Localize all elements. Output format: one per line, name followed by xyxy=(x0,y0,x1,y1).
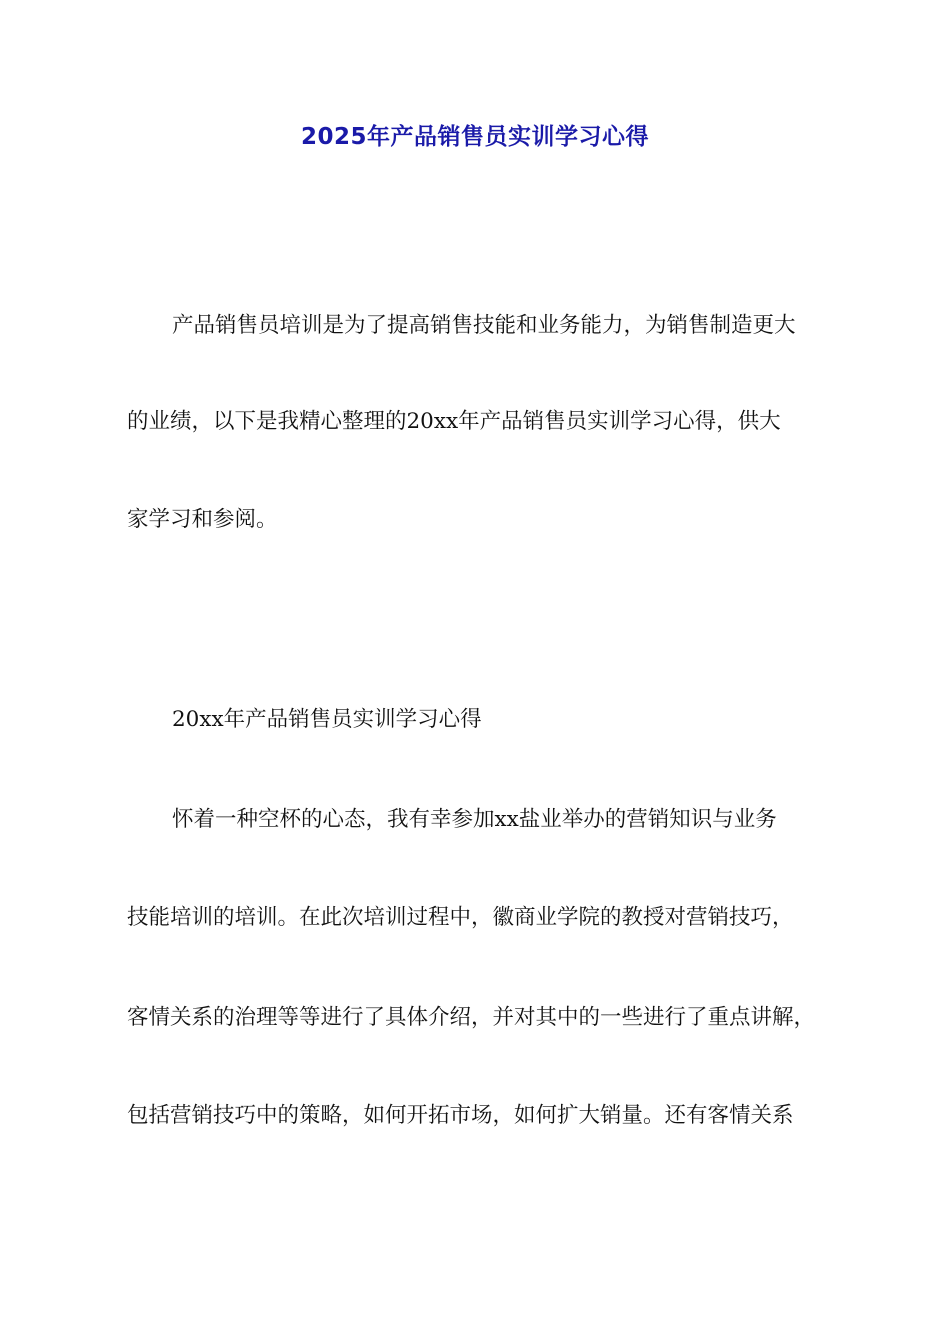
intro-line-3: 家学习和参阅。 xyxy=(127,507,278,532)
body-line-1: 怀着一种空杯的心态，我有幸参加xx盐业举办的营销知识与业务 xyxy=(172,807,777,832)
body-line-4: 包括营销技巧中的策略，如何开拓市场，如何扩大销量。还有客情关系 xyxy=(127,1103,794,1128)
document-title: 2025年产品销售员实训学习心得 xyxy=(300,124,649,150)
body-line-2: 技能培训的培训。在此次培训过程中，徽商业学院的教授对营销技巧， xyxy=(127,905,794,930)
body-line-3: 客情关系的治理等等进行了具体介绍，并对其中的一些进行了重点讲解， xyxy=(127,1005,816,1030)
intro-line-2: 的业绩，以下是我精心整理的20xx年产品销售员实训学习心得，供大 xyxy=(127,409,781,434)
section-heading: 20xx年产品销售员实训学习心得 xyxy=(172,707,482,732)
intro-line-1: 产品销售员培训是为了提高销售技能和业务能力，为销售制造更大 xyxy=(172,313,796,338)
